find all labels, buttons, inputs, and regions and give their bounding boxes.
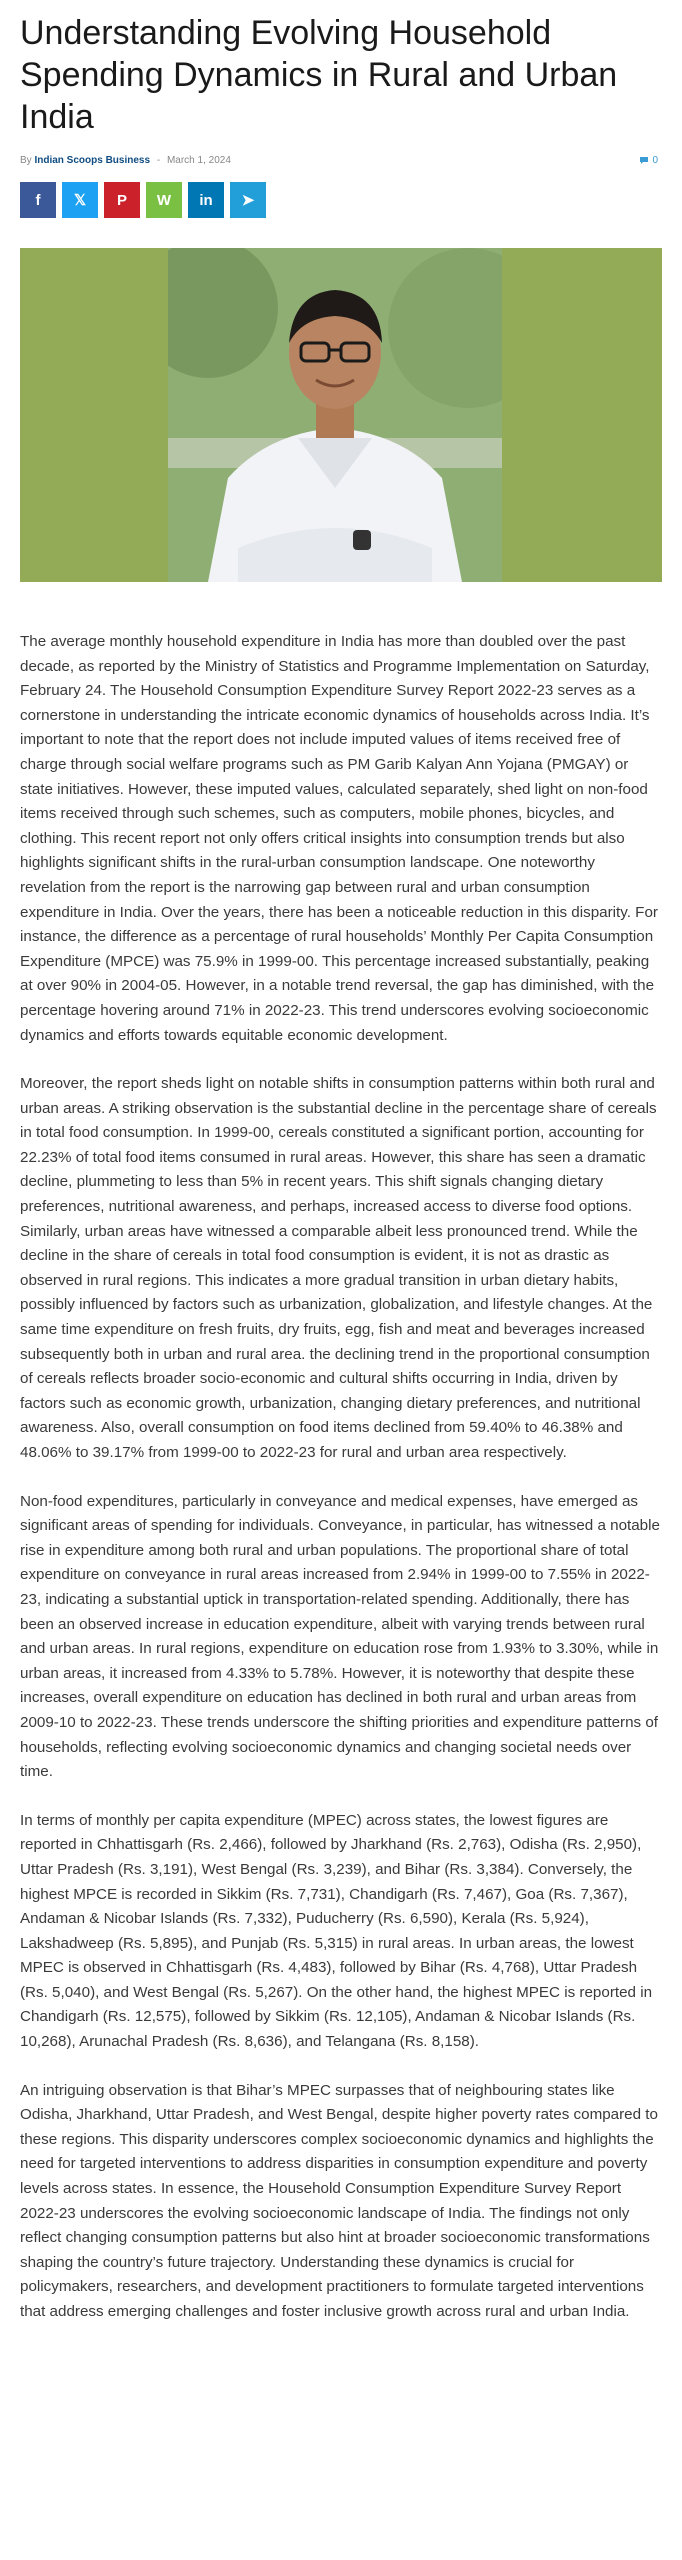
linkedin-icon: in [199, 191, 213, 209]
linkedin-share-button[interactable] [188, 182, 224, 218]
whatsapp-icon: W [156, 191, 172, 209]
by-label: By [20, 155, 32, 166]
paragraph-4: In terms of monthly per capita expenditure (MPEC) across states, the lowest figures are reported in Chhattisgarh (Rs. 2,466), followed by Jharkhand (Rs. 2,763), Odisha (Rs. 2,950), Uttar Pradesh (Rs. 3,191), West Bengal (Rs. 3,239), and Bihar (Rs. 3,384). Conversely, the highest MPCE is recorded in Sikkim (Rs. 7,731), Chandigarh (Rs. 7,467), Goa (Rs. 7,367), Andaman & Nicobar Islands (Rs. 7,332), Puducherry (Rs. 6,590), Kerala (Rs. 5,924), Lakshadweep (Rs. 5,895), and Punjab (Rs. 5,315) in rural areas. In urban areas, the lowest MPEC is observed in Chhattisgarh (Rs. 4,483), followed by Bihar (Rs. 4,768), Uttar Pradesh (Rs. 5,040), and West Bengal (Rs. 5,267). On the other hand, the highest MPEC is reported in Chandigarh (Rs. 12,575), followed by Sikkim (Rs. 12,105), Andaman & Nicobar Islands (Rs. 10,268), Arunachal Pradesh (Rs. 8,636), and Telangana (Rs. 8,158). [20, 1811, 653, 2051]
telegram-share-button[interactable] [230, 182, 266, 218]
x-icon: 𝕏 [73, 192, 87, 209]
publish-date: March 1, 2024 [166, 155, 231, 166]
paragraph-1: The average monthly household expenditure in India has more than doubled over the past decade, as reported by the Ministry of Statistics and Programme Implementation on Saturday, February 24. The Household Consumption Expenditure Survey Report 2022-23 serves as a cornerstone in understanding the intricate economic dynamics of households across India. It’s important to note that the report does not include imputed values of items received free of charge through social welfare programs such as PM Garib Kalyan Ann Yojana (PMGAY) or state initiatives. However, these imputed values, calculated separately, shed light on non-food items received through such schemes, such as computers, mobile phones, bicycles, and clothing. This recent report not only offers critical insights into consumption trends but also highlights significant shifts in the rural-urban consumption landscape. One noteworthy revelation from the report is the narrowing gap between rural and urban consumption expenditure in India. Over the years, there has been a noticeable reduction in this disparity. For instance, the difference as a percentage of rural households’ Monthly Per Capita Consumption Expenditure (MPCE) was 75.9% in 1999-00. This percentage increased substantially, peaking at over 90% in 2004-05. However, in a notable trend reversal, the gap has diminished, with the percentage hovering around 71% in 2022-23. This trend underscores evolving socioeconomic dynamics and efforts towards equitable economic development. [20, 633, 658, 1044]
author-portrait-photo [168, 248, 502, 582]
x-share-button[interactable] [62, 182, 98, 218]
paragraph-3: Non-food expenditures, particularly in conveyance and medical expenses, have emerged as significant areas of spending for individuals. Conveyance, in particular, has witnessed a notable rise in expenditure among both rural and urban populations. The proportional share of total expenditure on conveyance in rural areas increased from 2.94% in 1999-00 to 7.55% in 2022-23, indicating a substantial uptick in transportation-related spending. Additionally, there has been an observed increase in education expenditure, albeit with varying trends between rural and urban areas. In rural regions, expenditure on education rose from 1.93% to 3.30%, while in urban areas, it increased from 4.33% to 5.78%. However, it is noteworthy that despite these increases, overall expenditure on education has declined in both rural and urban areas from 2009-10 to 2022-23. These trends underscore the shifting priorities and expenditure patterns of households, reflecting evolving socioeconomic dynamics and changing societal needs over time. [20, 1492, 660, 1781]
article-header [20, 0, 662, 582]
paragraph-5: An intriguing observation is that Bihar’s MPEC surpasses that of neighbouring states like Odisha, Jharkhand, Uttar Pradesh, and West Bengal, despite higher poverty rates compared to these regions. This disparity underscores complex socioeconomic dynamics and highlights the need for targeted interventions to address disparities in consumption expenditure and poverty levels across states. In essence, the Household Consumption Expenditure Survey Report 2022-23 underscores the evolving socioeconomic landscape of India. The findings not only reflect changing consumption patterns but also hint at broader socioeconomic transformations shaping the country’s future trajectory. Understanding these dynamics is crucial for policymakers, researchers, and development practitioners to formulate targeted interventions that address emerging challenges and foster inclusive growth across rural and urban India. [20, 2081, 658, 2320]
article-meta [20, 154, 662, 168]
telegram-icon: ➤ [241, 192, 255, 209]
pinterest-icon: P [116, 191, 127, 209]
comments-link[interactable] [639, 154, 658, 168]
facebook-icon: f [35, 191, 41, 209]
paragraph-2: Moreover, the report sheds light on notable shifts in consumption patterns within both rural and urban areas. A striking observation is the substantial decline in the percentage share of cereals in total food consumption. In 1999-00, cereals constituted a significant portion, accounting for 22.23% of total food items consumed in rural areas. However, this share has seen a dramatic decline, plummeting to less than 5% in recent years. This shift signals changing dietary preferences, nutritional awareness, and perhaps, increased access to diverse food options. Similarly, urban areas have witnessed a comparable albeit less pronounced trend. While the decline in the share of cereals in total food consumption is evident, it is not as drastic as observed in rural regions. This indicates a more gradual transition in urban dietary habits, possibly influenced by factors such as urbanization, globalization, and lifestyle changes. At the same time expenditure on fresh fruits, dry fruits, egg, fish and meat and beverages increased subsequently both in urban and rural area. the declining trend in the proportional consumption of cereals reflects broader socio-economic and cultural shifts occurring in India, driven by factors such as economic growth, urbanization, changing dietary preferences, and nutritional awareness. Also, overall consumption on food items declined from 59.40% to 46.38% and 48.06% to 39.17% from 1999-00 to 2022-23 for rural and urban area respectively. [20, 1075, 657, 1461]
comment-count: 0 [652, 155, 658, 166]
article-title: Understanding Evolving Household Spending Dynamics in Rural and Urban India [20, 14, 618, 136]
article-body [20, 630, 662, 2349]
comment-icon [639, 156, 649, 165]
author-link[interactable]: Indian Scoops Business [34, 155, 151, 166]
portrait-illustration [168, 248, 502, 582]
pinterest-share-button[interactable] [104, 182, 140, 218]
share-bar [20, 182, 662, 218]
facebook-share-button[interactable] [20, 182, 56, 218]
featured-image [20, 248, 662, 582]
meta-separator: - [156, 155, 161, 166]
whatsapp-share-button[interactable] [146, 182, 182, 218]
